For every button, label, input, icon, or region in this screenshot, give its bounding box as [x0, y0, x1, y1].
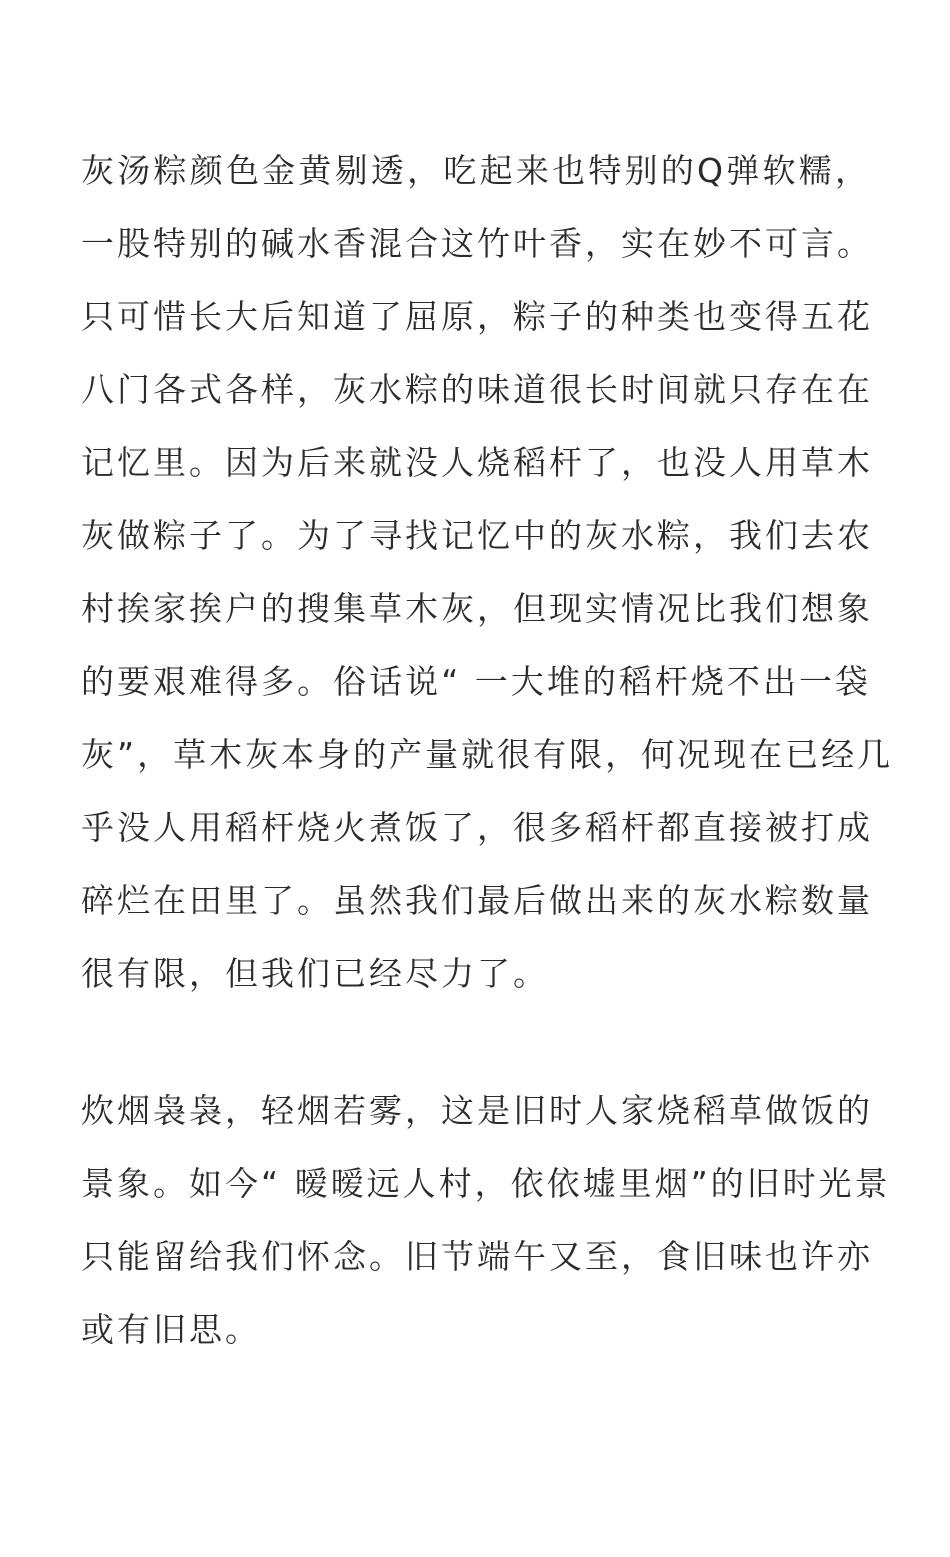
paragraph-line: 很有限，但我们已经尽力了。 — [81, 954, 549, 993]
paragraph-spacer — [81, 1010, 871, 1074]
paragraph-2 — [81, 1074, 891, 1366]
paragraph-1 — [81, 134, 894, 1010]
paragraph-line: 景象。如今“ 暧暧远人村，依依墟里烟”的旧时光景 — [81, 1164, 891, 1203]
paragraph-line: 只可惜长大后知道了屈原，粽子的种类也变得五花 — [81, 297, 873, 336]
paragraph-line: 灰做粽子了。为了寻找记忆中的灰水粽，我们去农 — [81, 516, 873, 555]
paragraph-line: 的要艰难得多。俗话说“ 一大堆的稻杆烧不出一袋 — [81, 662, 871, 701]
paragraph-line: 灰汤粽颜色金黄剔透，吃起来也特别的Q弹软糯， — [81, 151, 871, 190]
paragraph-line: 八门各式各样，灰水粽的味道很长时间就只存在在 — [81, 370, 873, 409]
paragraph-line: 只能留给我们怀念。旧节端午又至，食旧味也许亦 — [81, 1237, 873, 1276]
paragraph-line: 灰”，草木灰本身的产量就很有限，何况现在已经几 — [81, 735, 894, 774]
paragraph-line: 或有旧思。 — [81, 1310, 261, 1349]
article-body — [81, 134, 894, 1366]
paragraph-line: 记忆里。因为后来就没人烧稻杆了，也没人用草木 — [81, 443, 873, 482]
paragraph-line: 碎烂在田里了。虽然我们最后做出来的灰水粽数量 — [81, 881, 873, 920]
paragraph-line: 一股特别的碱水香混合这竹叶香，实在妙不可言。 — [81, 224, 873, 263]
paragraph-line: 村挨家挨户的搜集草木灰，但现实情况比我们想象 — [81, 589, 873, 628]
paragraph-line: 炊烟袅袅，轻烟若雾，这是旧时人家烧稻草做饭的 — [81, 1091, 873, 1130]
paragraph-line: 乎没人用稻杆烧火煮饭了，很多稻杆都直接被打成 — [81, 808, 873, 847]
